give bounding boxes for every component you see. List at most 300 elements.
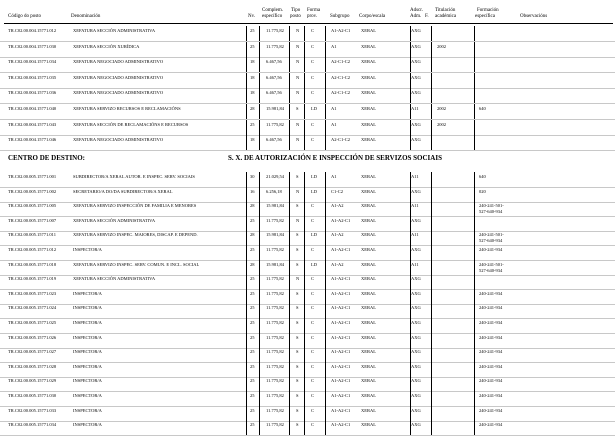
cell-corpo: XERAL bbox=[361, 232, 376, 238]
cell-corpo: XERAL bbox=[361, 188, 376, 194]
cell-complem: 6.256,18 bbox=[266, 188, 282, 194]
column-divider bbox=[474, 42, 475, 57]
column-divider bbox=[246, 376, 247, 391]
cell-codigo: TR.C02.00.004.15771.012 bbox=[8, 28, 57, 33]
cell-forma: C bbox=[311, 334, 315, 340]
cell-adscr: A11 bbox=[411, 174, 419, 179]
cell-corpo: XERAL bbox=[361, 305, 376, 311]
cell-denom: XEFATURA SECCIÓN DE RECLAMACIÓNS E RECURSOS bbox=[73, 121, 189, 127]
column-divider bbox=[246, 347, 247, 362]
column-divider bbox=[474, 230, 475, 245]
cell-nv: 28 bbox=[250, 232, 255, 238]
cell-adscr: A11 bbox=[411, 232, 419, 238]
cell-codigo: TR.C02.00.004.15771.034 bbox=[8, 59, 57, 65]
column-divider bbox=[325, 57, 326, 72]
column-divider bbox=[289, 245, 290, 260]
cell-denom: INSPECTOR/A bbox=[73, 393, 102, 398]
cell-tipo: S bbox=[296, 232, 299, 238]
column-divider bbox=[474, 376, 475, 391]
cell-denom: XEFATURA NEGOCIADO ADMINISTRATIVO bbox=[73, 74, 164, 80]
cell-fe1: 240-241-934 bbox=[479, 393, 503, 398]
cell-subgrupo: A2-C1-C2 bbox=[331, 74, 350, 80]
cell-nv: 25 bbox=[250, 334, 255, 340]
column-divider bbox=[431, 274, 432, 289]
cell-fe1: 240-241-934 bbox=[479, 422, 503, 428]
column-divider bbox=[246, 289, 247, 304]
column-divider bbox=[304, 104, 305, 119]
header-observacions: Observacións bbox=[520, 14, 548, 19]
table-row bbox=[0, 303, 615, 319]
column-divider bbox=[304, 42, 305, 57]
cell-tipo: S bbox=[296, 174, 299, 179]
cell-nv: 25 bbox=[250, 422, 255, 428]
column-divider bbox=[325, 120, 326, 135]
cell-fe1: 240-241-934 bbox=[479, 305, 503, 311]
cell-nv: 28 bbox=[250, 203, 255, 209]
cell-tipo: S bbox=[296, 363, 299, 369]
cell-adscr: AXG bbox=[411, 137, 421, 143]
column-divider bbox=[259, 420, 260, 435]
column-divider bbox=[304, 303, 305, 318]
column-divider bbox=[246, 245, 247, 260]
table-row bbox=[0, 216, 615, 232]
header-adscr-3: F. bbox=[425, 14, 429, 19]
cell-adscr: AXG bbox=[411, 363, 421, 369]
cell-tipo: S bbox=[296, 320, 299, 325]
cell-codigo: TR.C02.00.005.15771.029 bbox=[8, 378, 57, 384]
cell-denom: INSPECTOR/A bbox=[73, 247, 102, 252]
column-divider bbox=[289, 289, 290, 304]
column-divider bbox=[325, 362, 326, 377]
cell-denom: INSPECTOR/A bbox=[73, 305, 102, 311]
cell-tipo: N bbox=[296, 59, 300, 65]
cell-tipo: N bbox=[296, 188, 300, 194]
column-divider bbox=[474, 88, 475, 103]
column-divider bbox=[431, 333, 432, 348]
cell-forma: C bbox=[311, 407, 315, 413]
cell-titulacion: 2002 bbox=[437, 121, 446, 127]
column-divider bbox=[474, 318, 475, 333]
cell-complem: 6.467,56 bbox=[266, 74, 282, 80]
cell-fe1: 240-241-934 bbox=[479, 290, 503, 296]
column-divider bbox=[304, 73, 305, 88]
cell-corpo: XERAL bbox=[361, 349, 376, 355]
cell-complem: 11.775,82 bbox=[266, 121, 284, 127]
cell-tipo: N bbox=[296, 276, 300, 282]
cell-denom: XEFATURA SERVIZO RECURSOS E RECLAMACIÓNS bbox=[73, 106, 181, 111]
table-row bbox=[0, 73, 615, 89]
column-divider bbox=[289, 318, 290, 333]
cell-complem: 11.775,82 bbox=[266, 334, 284, 340]
cell-codigo: TR.C02.00.004.15771.043 bbox=[8, 121, 57, 127]
column-divider bbox=[289, 274, 290, 289]
column-divider bbox=[289, 362, 290, 377]
cell-nv: 28 bbox=[250, 106, 255, 111]
column-divider bbox=[431, 391, 432, 406]
column-divider bbox=[431, 201, 432, 216]
column-divider bbox=[289, 88, 290, 103]
cell-corpo: XERAL bbox=[361, 217, 376, 223]
cell-subgrupo: A1 bbox=[331, 106, 337, 111]
cell-subgrupo: A2-C1-C2 bbox=[331, 90, 350, 96]
cell-fe1: 240-241-501- bbox=[479, 203, 504, 209]
cell-tipo: N bbox=[296, 43, 300, 49]
column-divider bbox=[431, 362, 432, 377]
column-divider bbox=[259, 289, 260, 304]
cell-subgrupo: C1-C2 bbox=[331, 188, 344, 194]
column-divider bbox=[289, 172, 290, 187]
cell-forma: C bbox=[311, 74, 315, 80]
cell-forma: C bbox=[311, 59, 315, 65]
cell-tipo: S bbox=[296, 393, 299, 398]
column-divider bbox=[289, 376, 290, 391]
column-divider bbox=[289, 406, 290, 421]
cell-codigo: TR.C02.00.005.15771.005 bbox=[8, 203, 57, 209]
table-row bbox=[0, 57, 615, 73]
cell-subgrupo: A1-A2-C1 bbox=[331, 276, 351, 282]
cell-tipo: N bbox=[296, 74, 300, 80]
cell-complem: 11.775,82 bbox=[266, 349, 284, 355]
column-divider bbox=[474, 260, 475, 275]
column-divider bbox=[325, 376, 326, 391]
column-divider bbox=[474, 347, 475, 362]
cell-complem: 6.467,56 bbox=[266, 137, 282, 143]
column-divider bbox=[474, 57, 475, 72]
cell-denom: XEFATURA NEGOCIADO ADMINISTRATIVO bbox=[73, 90, 164, 96]
column-divider bbox=[325, 420, 326, 435]
cell-forma: LD bbox=[311, 106, 317, 111]
cell-nv: 25 bbox=[250, 393, 255, 398]
header-titulacion-1: Titulación bbox=[435, 8, 456, 13]
table-row bbox=[0, 376, 615, 392]
column-divider bbox=[259, 187, 260, 202]
cell-denom: SUBDIRECTOR/A XERAL AUTOR. E INSPEC. SERV. SOCIAIS bbox=[73, 174, 195, 179]
column-divider bbox=[325, 135, 326, 150]
cell-forma: LD bbox=[311, 174, 317, 179]
column-divider bbox=[289, 260, 290, 275]
column-divider bbox=[246, 120, 247, 135]
cell-codigo: TR.C02.00.005.15771.030 bbox=[8, 393, 57, 398]
column-divider bbox=[304, 88, 305, 103]
column-divider bbox=[325, 104, 326, 119]
cell-codigo: TR.C02.00.005.15771.019 bbox=[8, 276, 57, 282]
cell-corpo: XERAL bbox=[361, 407, 376, 413]
cell-forma: C bbox=[311, 378, 315, 384]
column-divider bbox=[259, 406, 260, 421]
column-divider bbox=[304, 57, 305, 72]
cell-nv: 25 bbox=[250, 121, 255, 127]
cell-fe1: 240-241-934 bbox=[479, 320, 503, 325]
cell-forma: C bbox=[311, 290, 315, 296]
header-complem-2: específico bbox=[262, 14, 283, 19]
column-divider bbox=[259, 230, 260, 245]
cell-codigo: TR.C02.00.005.15771.025 bbox=[8, 320, 57, 325]
column-divider bbox=[246, 201, 247, 216]
column-divider bbox=[431, 318, 432, 333]
cell-corpo: XERAL bbox=[361, 74, 376, 80]
cell-tipo: S bbox=[296, 305, 299, 311]
table-row bbox=[0, 420, 615, 436]
cell-tipo: S bbox=[296, 106, 299, 111]
cell-fe1: 640 bbox=[479, 174, 486, 179]
column-divider bbox=[304, 406, 305, 421]
cell-corpo: XERAL bbox=[361, 334, 376, 340]
column-divider bbox=[431, 303, 432, 318]
cell-codigo: TR.C02.00.005.15771.033 bbox=[8, 407, 57, 413]
cell-codigo: TR.C02.00.004.15771.035 bbox=[8, 74, 57, 80]
column-divider bbox=[431, 216, 432, 231]
column-divider bbox=[259, 376, 260, 391]
cell-tipo: N bbox=[296, 121, 300, 127]
cell-forma: C bbox=[311, 422, 315, 428]
column-divider bbox=[259, 391, 260, 406]
column-divider bbox=[431, 42, 432, 57]
column-divider bbox=[304, 376, 305, 391]
cell-complem: 11.775,82 bbox=[266, 363, 284, 369]
table-row bbox=[0, 88, 615, 104]
column-divider bbox=[325, 216, 326, 231]
column-divider bbox=[304, 420, 305, 435]
cell-denom: XEFATURA SERVIZO INSPEC. SERV. COMUN. E INCL. SOCIAL bbox=[73, 261, 200, 267]
cell-subgrupo: A1-A2-C1 bbox=[331, 393, 351, 398]
cell-forma: C bbox=[311, 305, 315, 311]
header-rule bbox=[4, 23, 613, 24]
column-divider bbox=[304, 216, 305, 231]
cell-complem: 11.775,82 bbox=[266, 217, 284, 223]
table-row bbox=[0, 406, 615, 422]
column-divider bbox=[259, 260, 260, 275]
column-divider bbox=[325, 333, 326, 348]
cell-nv: 25 bbox=[250, 43, 255, 49]
cell-adscr: A11 bbox=[411, 261, 419, 267]
column-divider bbox=[289, 26, 290, 41]
table-row bbox=[0, 104, 615, 120]
cell-complem: 15.981,84 bbox=[266, 106, 284, 111]
column-divider bbox=[246, 260, 247, 275]
column-divider bbox=[474, 120, 475, 135]
column-divider bbox=[474, 73, 475, 88]
column-divider bbox=[431, 376, 432, 391]
column-divider bbox=[246, 303, 247, 318]
cell-subgrupo: A1-A2 bbox=[331, 203, 344, 209]
cell-subgrupo: A1-A2-C1 bbox=[331, 247, 351, 252]
table-row bbox=[0, 260, 615, 276]
column-divider bbox=[325, 88, 326, 103]
column-divider bbox=[289, 333, 290, 348]
column-divider bbox=[325, 230, 326, 245]
column-divider bbox=[474, 420, 475, 435]
cell-fe1: 240-241-934 bbox=[479, 378, 503, 384]
cell-adscr: AXG bbox=[411, 422, 421, 428]
cell-subgrupo: A1 bbox=[331, 121, 337, 127]
column-divider bbox=[246, 187, 247, 202]
cell-codigo: TR.C02.00.005.15771.018 bbox=[8, 261, 57, 267]
cell-forma: C bbox=[311, 320, 315, 325]
column-divider bbox=[246, 406, 247, 421]
column-divider bbox=[289, 187, 290, 202]
cell-nv: 18 bbox=[250, 137, 255, 143]
column-divider bbox=[431, 120, 432, 135]
cell-subgrupo: A1-A2-C1 bbox=[331, 378, 351, 384]
cell-tipo: N bbox=[296, 28, 300, 33]
cell-forma: C bbox=[311, 28, 315, 33]
column-divider bbox=[246, 420, 247, 435]
header-codigo: Código do posto bbox=[8, 14, 42, 19]
cell-subgrupo: A2-C1-C2 bbox=[331, 137, 350, 143]
column-divider bbox=[431, 57, 432, 72]
column-divider bbox=[304, 26, 305, 41]
header-titulacion-2: académica bbox=[435, 14, 457, 19]
cell-subgrupo: A1-A2-C1 bbox=[331, 407, 351, 413]
column-divider bbox=[289, 73, 290, 88]
cell-adscr: AXG bbox=[411, 378, 421, 384]
cell-complem: 11.775,82 bbox=[266, 378, 284, 384]
column-divider bbox=[259, 362, 260, 377]
cell-codigo: TR.C02.00.005.15771.007 bbox=[8, 217, 57, 223]
cell-corpo: XERAL bbox=[361, 59, 376, 65]
column-divider bbox=[246, 104, 247, 119]
cell-forma: C bbox=[311, 121, 315, 127]
cell-fe2: 527-640-934 bbox=[479, 238, 503, 244]
cell-complem: 11.775,82 bbox=[266, 290, 284, 296]
cell-nv: 25 bbox=[250, 276, 255, 282]
column-divider bbox=[474, 201, 475, 216]
cell-complem: 11.775,82 bbox=[266, 28, 284, 33]
cell-codigo: TR.C02.00.004.15771.036 bbox=[8, 90, 57, 96]
table-row bbox=[0, 26, 615, 42]
cell-denom: XEFATURA NEGOCIADO ADMINISTRATIVO bbox=[73, 137, 164, 143]
cell-adscr: AXG bbox=[411, 276, 421, 282]
column-divider bbox=[259, 303, 260, 318]
cell-denom: SECRETARIO/A DO/DA SUBDIRECTOR/A XERAL bbox=[73, 188, 173, 194]
column-divider bbox=[431, 420, 432, 435]
cell-nv: 25 bbox=[250, 217, 255, 223]
column-divider bbox=[474, 104, 475, 119]
column-divider bbox=[289, 216, 290, 231]
column-divider bbox=[259, 274, 260, 289]
header-complem-1: Complem. bbox=[262, 8, 283, 13]
column-divider bbox=[325, 391, 326, 406]
cell-forma: C bbox=[311, 363, 315, 369]
cell-denom: XEFATURA SECCIÓN ADMINISTRATIVA bbox=[73, 276, 156, 282]
cell-corpo: XERAL bbox=[361, 43, 376, 49]
column-divider bbox=[304, 333, 305, 348]
cell-complem: 11.775,82 bbox=[266, 320, 284, 325]
column-divider bbox=[259, 120, 260, 135]
column-divider bbox=[431, 104, 432, 119]
cell-adscr: AXG bbox=[411, 334, 421, 340]
cell-nv: 25 bbox=[250, 407, 255, 413]
table-row bbox=[0, 245, 615, 261]
table-row bbox=[0, 135, 615, 151]
column-divider bbox=[325, 260, 326, 275]
cell-subgrupo: A1-A2-C1 bbox=[331, 28, 351, 33]
cell-nv: 25 bbox=[250, 320, 255, 325]
cell-corpo: XERAL bbox=[361, 378, 376, 384]
cell-forma: C bbox=[311, 349, 315, 355]
cell-codigo: TR.C02.00.005.15771.002 bbox=[8, 188, 57, 194]
column-divider bbox=[431, 289, 432, 304]
cell-subgrupo: A1 bbox=[331, 174, 337, 179]
cell-fe1: 240-241-934 bbox=[479, 247, 503, 252]
table-row bbox=[0, 187, 615, 203]
cell-nv: 18 bbox=[250, 74, 255, 80]
column-divider bbox=[325, 42, 326, 57]
column-divider bbox=[246, 172, 247, 187]
column-divider bbox=[259, 201, 260, 216]
column-divider bbox=[304, 135, 305, 150]
header-formacion-2: específica bbox=[475, 14, 495, 19]
cell-fe1: 240-241-934 bbox=[479, 349, 503, 355]
column-divider bbox=[325, 289, 326, 304]
column-divider bbox=[325, 245, 326, 260]
column-divider bbox=[431, 135, 432, 150]
cell-corpo: XERAL bbox=[361, 247, 376, 252]
cell-complem: 15.981,84 bbox=[266, 203, 284, 209]
column-divider bbox=[289, 303, 290, 318]
cell-fe1: 240-241-501- bbox=[479, 232, 504, 238]
cell-complem: 11.775,82 bbox=[266, 407, 284, 413]
cell-nv: 25 bbox=[250, 349, 255, 355]
column-divider bbox=[304, 260, 305, 275]
column-divider bbox=[259, 245, 260, 260]
cell-complem: 11.775,82 bbox=[266, 43, 284, 49]
table-row bbox=[0, 120, 615, 136]
cell-codigo: TR.C02.00.004.15771.046 bbox=[8, 137, 57, 143]
cell-corpo: XERAL bbox=[361, 363, 376, 369]
column-divider bbox=[431, 347, 432, 362]
column-divider bbox=[289, 104, 290, 119]
cell-adscr: AXG bbox=[411, 28, 421, 33]
cell-fe1: 020 bbox=[479, 188, 486, 194]
cell-subgrupo: A1-A2-C1 bbox=[331, 334, 351, 340]
column-divider bbox=[474, 406, 475, 421]
header-tipo-2: posto bbox=[290, 14, 301, 19]
column-divider bbox=[289, 201, 290, 216]
cell-subgrupo: A2-C1-C2 bbox=[331, 59, 350, 65]
cell-forma: C bbox=[311, 43, 315, 49]
header-tipo-1: Tipo bbox=[291, 8, 301, 13]
cell-codigo: TR.C02.00.004.15771.030 bbox=[8, 43, 57, 49]
column-divider bbox=[474, 333, 475, 348]
column-divider bbox=[431, 245, 432, 260]
column-divider bbox=[431, 260, 432, 275]
cell-nv: 18 bbox=[250, 90, 255, 96]
cell-denom: XEFATURA NEGOCIADO ADMINISTRATIVO bbox=[73, 59, 164, 65]
cell-codigo: TR.C02.00.005.15771.001 bbox=[8, 174, 57, 179]
column-divider bbox=[474, 187, 475, 202]
cell-codigo: TR.C02.00.005.15771.023 bbox=[8, 290, 57, 296]
column-divider bbox=[431, 88, 432, 103]
cell-denom: INSPECTOR/A bbox=[73, 407, 102, 413]
cell-tipo: S bbox=[296, 247, 299, 252]
cell-nv: 25 bbox=[250, 290, 255, 296]
cell-fe1: 240-241-934 bbox=[479, 363, 503, 369]
table-row bbox=[0, 42, 615, 58]
cell-fe1: 240-241-934 bbox=[479, 334, 503, 340]
cell-forma: LD bbox=[311, 261, 317, 267]
cell-subgrupo: A1-A2-C1 bbox=[331, 320, 351, 325]
cell-denom: INSPECTOR/A bbox=[73, 320, 102, 325]
cell-corpo: XERAL bbox=[361, 121, 376, 127]
header-subgrupo: Subgrupo bbox=[330, 14, 350, 19]
cell-nv: 25 bbox=[250, 378, 255, 384]
cell-adscr: AXG bbox=[411, 349, 421, 355]
column-divider bbox=[325, 172, 326, 187]
column-divider bbox=[474, 216, 475, 231]
header-formacion-1: Formación bbox=[477, 8, 499, 13]
column-divider bbox=[289, 120, 290, 135]
